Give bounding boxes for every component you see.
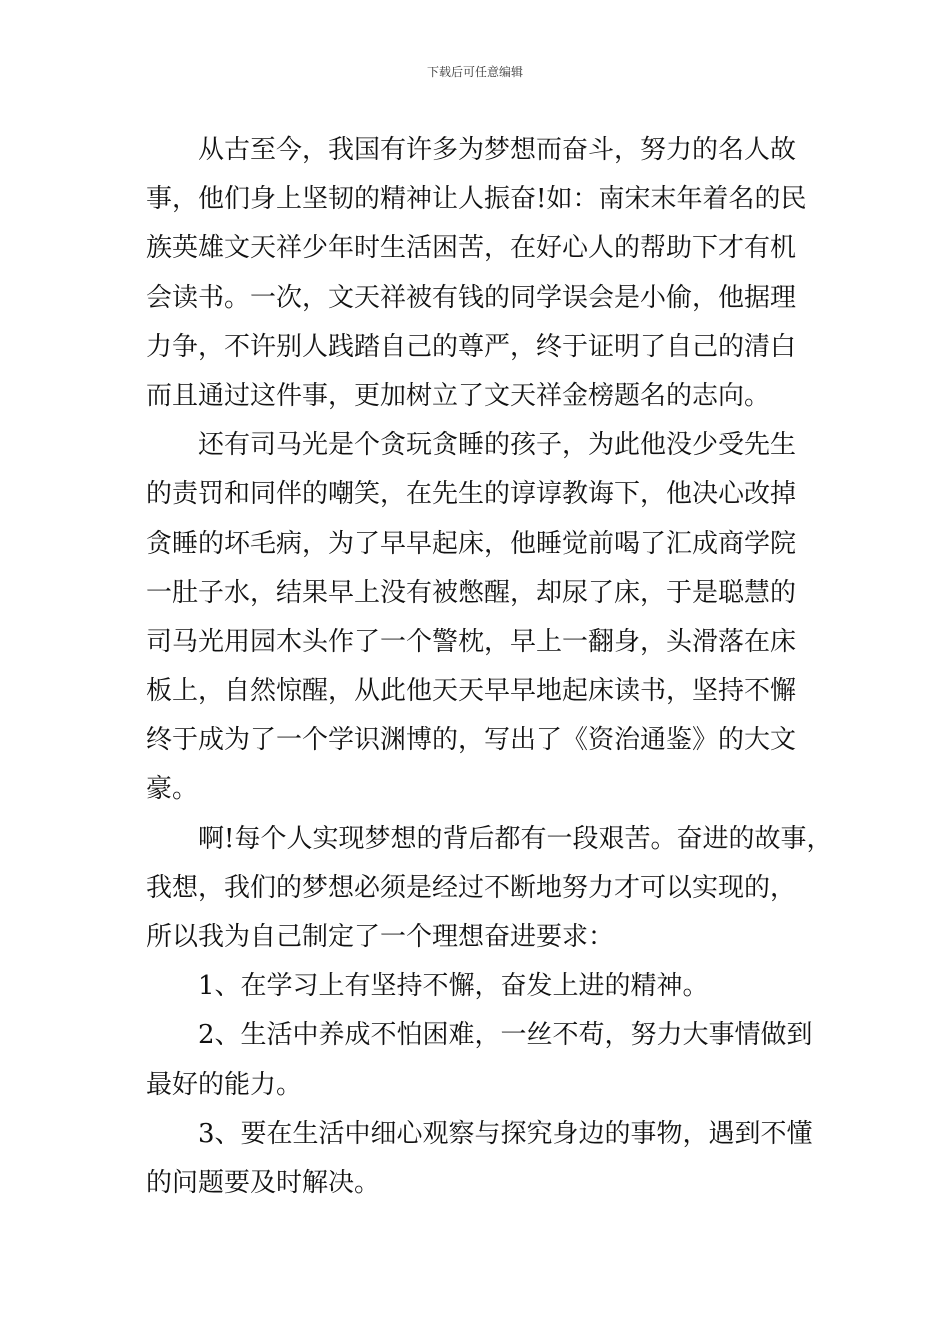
paragraph-3 (146, 815, 833, 963)
text-line: 板上，自然惊醒，从此他天天早早地起床读书，坚持不懈 (146, 676, 797, 707)
list-item-1 (146, 962, 808, 1011)
text-line: 啊!每个人实现梦想的背后都有一段艰苦。奋进的故事， (198, 823, 833, 854)
text-line: 一肚子水，结果早上没有被憋醒，却尿了床，于是聪慧的 (146, 577, 797, 608)
text-line: 终于成为了一个学识渊博的，写出了《资治通鉴》的大文 (146, 725, 797, 756)
text-line: 贪睡的坏毛病，为了早早起床，他睡觉前喝了汇成商学院 (146, 528, 797, 559)
text-line: 的责罚和同伴的嘲笑，在先生的谆谆教诲下，他决心改掉 (146, 479, 797, 510)
paragraph-2 (146, 421, 808, 815)
text-line: 3、要在生活中细心观察与探究身边的事物，遇到不懂 (198, 1118, 813, 1149)
document-body (146, 126, 833, 1208)
page-header: 下载后可任意编辑 (426, 65, 523, 79)
text-line: 的问题要及时解决。 (146, 1167, 381, 1198)
text-line: 1、在学习上有坚持不懈，奋发上进的精神。 (198, 971, 709, 1002)
text-line: 2、生活中养成不怕困难，一丝不苟，努力大事情做到 (198, 1020, 813, 1051)
list-item-3 (146, 1110, 813, 1208)
text-line: 司马光用园木头作了一个警枕，早上一翻身，头滑落在床 (146, 626, 797, 657)
text-line: 最好的能力。 (146, 1069, 303, 1100)
text-line: 会读书。一次，文天祥被有钱的同学误会是小偷，他据理 (146, 282, 797, 313)
list-item-2 (146, 1011, 813, 1109)
text-line: 族英雄文天祥少年时生活困苦，在好心人的帮助下才有机 (146, 233, 797, 264)
text-line: 还有司马光是个贪玩贪睡的孩子，为此他没少受先生 (198, 430, 797, 461)
paragraph-1 (146, 126, 808, 421)
text-line: 豪。 (146, 774, 199, 805)
text-line: 我想，我们的梦想必须是经过不断地努力才可以实现的， (146, 872, 797, 903)
text-line: 力争，不许别人践踏自己的尊严，终于证明了自己的清白 (146, 331, 797, 362)
text-line: 事，他们身上坚韧的精神让人振奋!如：南宋末年着名的民 (146, 184, 807, 215)
text-line: 从古至今，我国有许多为梦想而奋斗，努力的名人故 (198, 135, 797, 165)
text-line: 而且通过这件事，更加树立了文天祥金榜题名的志向。 (146, 380, 771, 411)
text-line: 所以我为自己制定了一个理想奋进要求： (146, 922, 615, 952)
